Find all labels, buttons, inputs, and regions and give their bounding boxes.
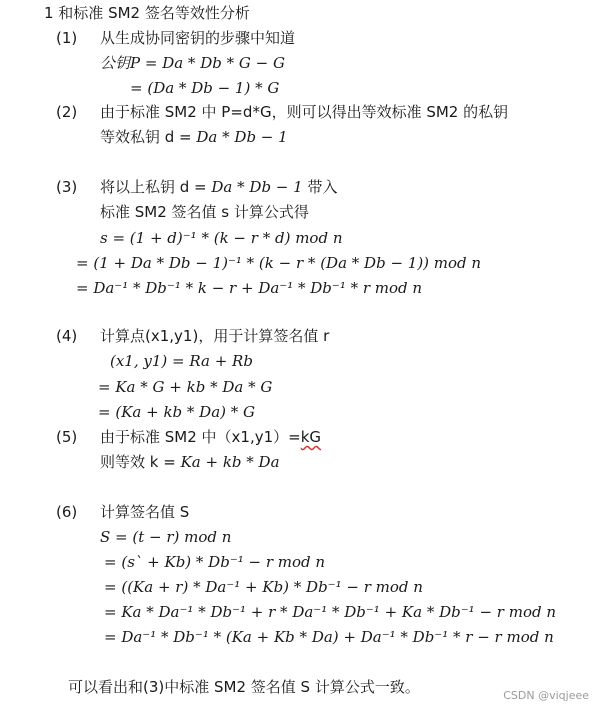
step-3-inline-formula: Da * Db − 1	[211, 178, 303, 196]
step-4-formula-1: (x1, y1) = Ra + Rb	[110, 352, 253, 370]
step-1-number: (1)	[56, 29, 78, 47]
step-5-k-label: 则等效 k =	[100, 453, 181, 471]
conclusion-text: 可以看出和(3)中标准 SM2 签名值 S 计算公式一致。	[68, 678, 420, 696]
step-5-spellcheck-word: kG	[300, 428, 322, 446]
step-3-text-2: 标准 SM2 签名值 s 计算公式得	[100, 203, 309, 221]
step-2-number: (2)	[56, 103, 78, 121]
step-5-equivalent-k	[100, 452, 280, 472]
step-6-formula-3: = ((Ka + r) * Da⁻¹ + Kb) * Db⁻¹ − r mod n	[104, 578, 423, 596]
step-2-equivalent-key	[100, 127, 288, 147]
step-4-number: (4)	[56, 327, 78, 345]
step-3-suffix: 带入	[302, 178, 338, 196]
step-6-number: (6)	[56, 503, 78, 521]
step-4-formula-2: = Ka * G + kb * Da * G	[98, 378, 273, 396]
step-6-formula-1: S = (t − r) mod n	[100, 528, 232, 546]
step-6-text: 计算签名值 S	[100, 503, 190, 521]
step-3-formula-1: s = (1 + d)⁻¹ * (k − r * d) mod n	[100, 229, 343, 247]
step-6-formula-4: = Ka * Da⁻¹ * Db⁻¹ + r * Da⁻¹ * Db⁻¹ + Ka * Db⁻¹ − r mod n	[104, 603, 556, 621]
step-5-text	[100, 427, 321, 447]
step-3-text	[100, 177, 337, 197]
step-4-formula-3: = (Ka + kb * Da) * G	[98, 403, 256, 421]
section-heading: 1 和标准 SM2 签名等效性分析	[44, 4, 250, 22]
step-5-number: (5)	[56, 428, 78, 446]
step-3-formula-3: = Da⁻¹ * Db⁻¹ * k − r + Da⁻¹ * Db⁻¹ * r mod n	[76, 279, 423, 297]
step-2-key-formula: Da * Db − 1	[196, 128, 288, 146]
step-3-prefix: 将以上私钥 d =	[100, 178, 212, 196]
step-6-formula-2: = (s` + Kb) * Db⁻¹ − r mod n	[104, 553, 326, 571]
step-2-text: 由于标准 SM2 中 P=d*G，则可以得出等效标准 SM2 的私钥	[100, 103, 509, 121]
step-3-number: (3)	[56, 178, 78, 196]
step-3-formula-2: = (1 + Da * Db − 1)⁻¹ * (k − r * (Da * Db − 1)) mod n	[76, 254, 482, 272]
step-5-k-formula: Ka + kb * Da	[180, 453, 280, 471]
step-4-text: 计算点(x1,y1)，用于计算签名值 r	[100, 327, 330, 345]
watermark: CSDN @viqjeee	[503, 689, 589, 702]
step-1-text: 从生成协同密钥的步骤中知道	[100, 29, 296, 47]
step-5-prefix: 由于标准 SM2 中（x1,y1）=	[100, 428, 301, 446]
step-6-formula-5: = Da⁻¹ * Db⁻¹ * (Ka + Kb * Da) + Da⁻¹ * Db⁻¹ * r − r mod n	[104, 628, 554, 646]
step-1-formula-1: 公钥P = Da * Db * G − G	[100, 54, 285, 72]
step-2-key-label: 等效私钥 d =	[100, 128, 197, 146]
step-1-formula-2: = (Da * Db − 1) * G	[130, 79, 280, 97]
